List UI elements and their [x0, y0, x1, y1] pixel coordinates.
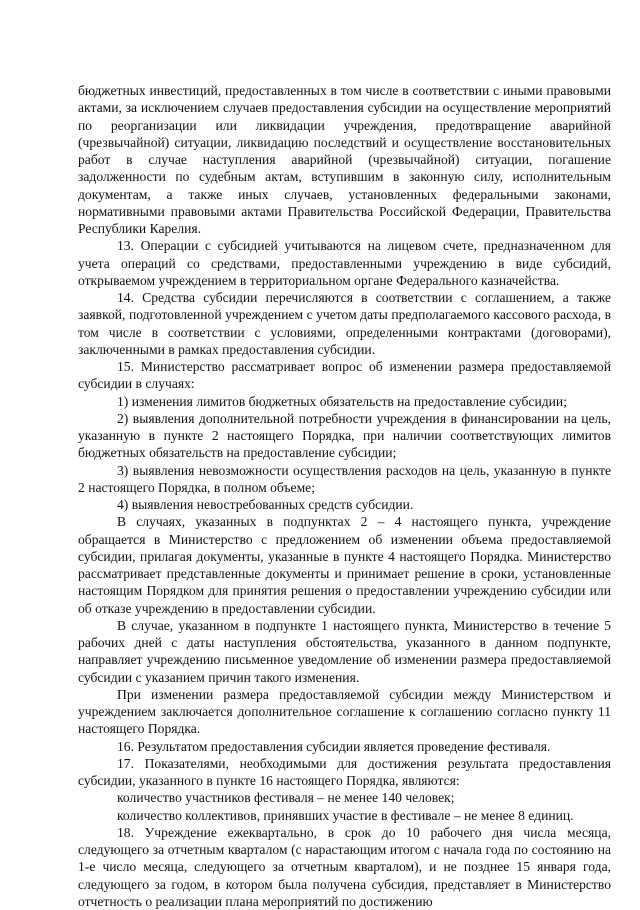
paragraph-16: 16. Результатом предоставления субсидии является проведение фестиваля.	[117, 738, 551, 754]
paragraph-14: 14. Средства субсидии перечисляются в соответствии с соглашением, а также заявкой, подготовленной учреждением с учетом даты предполагаемого кассового расхода, в том числе в соответствии с условиями, определенными контрактами (договорами), заключенными в рамках предоставления субсидии.	[78, 290, 611, 357]
paragraph-15-agreement: При изменении размера предоставляемой субсидии между Министерством и учреждением заключается дополнительное соглашение к соглашению согласно пункту 11 настоящего Порядка.	[78, 686, 611, 737]
document-body	[78, 82, 611, 910]
subitem-15-4: 4) выявления невостребованных средств субсидии.	[117, 497, 414, 512]
subitem-15-2: 2) выявления дополнительной потребности учреждения в финансировании на цель, указанную в пункте 2 настоящего Порядка, при наличии соответствующих лимитов бюджетных обязательств на предоставление субсидии;	[78, 410, 611, 461]
paragraph-13: 13. Операции с субсидией учитываются на лицевом счете, предназначенном для учета операций со средствами, предоставленными учреждению в виде субсидий, открываемом учреждением в территориальном органе Федерального казначейства.	[78, 238, 611, 288]
paragraph-15-case-1: В случае, указанном в подпункте 1 настоящего пункта, Министерство в течение 5 рабочих дней с даты наступления обстоятельства, указанного в данном подпункте, направляет учреждению письменное уведомление об изменении размера предоставляемой субсидии с указанием причин такого изменения.	[78, 617, 611, 685]
paragraph-continuation: бюджетных инвестиций, предоставленных в том числе в соответствии с иными правовыми актами, за исключением случаев предоставления субсидии на осуществление мероприятий по реорганизации или ликвидации учреждения, предотвращение аварийной (чрезвычайной) ситуации, ликвидацию последствий и осуществление восстановительных работ в случае наступления аварийной (чрезвычайной) ситуации, погашение задолженности по судебным актам, вступившим в законную силу, исполнительным документам, а также иных случаев, установленных федеральными законами, нормативными правовыми актами Правительства Российской Федерации, Правительства Республики Карелия.	[78, 83, 611, 236]
paragraph-15-cases-2-4: В случаях, указанных в подпунктах 2 – 4 настоящего пункта, учреждение обращается в Министерство с предложением об изменении объема предоставляемой субсидии, прилагая документы, указанные в пункте 4 настоящего Порядка. Министерство рассматривает представленные документы и принимает решение в сроки, установленные настоящим Порядком для принятия решения о предоставлении учреждению субсидии или об отказе учреждению в предоставлении субсидии.	[78, 514, 611, 616]
indicator-participants: количество участников фестиваля – не менее 140 человек;	[117, 790, 455, 806]
subitem-15-1: 1) изменения лимитов бюджетных обязательств на предоставление субсидии;	[117, 393, 567, 409]
subitem-15-3: 3) выявления невозможности осуществления расходов на цель, указанную в пункте 2 настоящего Порядка, в полном объеме;	[78, 462, 611, 495]
paragraph-17: 17. Показателями, необходимыми для достижения результата предоставления субсидии, указанного в пункте 16 настоящего Порядка, являются:	[78, 755, 611, 788]
paragraph-15: 15. Министерство рассматривает вопрос об изменении размера предоставляемой субсидии в случаях:	[78, 359, 611, 392]
indicator-collectives: количество коллективов, принявших участие в фестивале – не менее 8 единиц.	[117, 807, 574, 823]
paragraph-18: 18. Учреждение ежеквартально, в срок до 10 рабочего дня числа месяца, следующего за отчетным кварталом (с нарастающим итогом с начала года по состоянию на 1-е число месяца, следующего за отчетным кварталом), и не позднее 15 января года, следующего за годом, в котором была получена субсидия, представляет в Министерство отчетность о реализации плана мероприятий по достижению	[78, 824, 611, 909]
